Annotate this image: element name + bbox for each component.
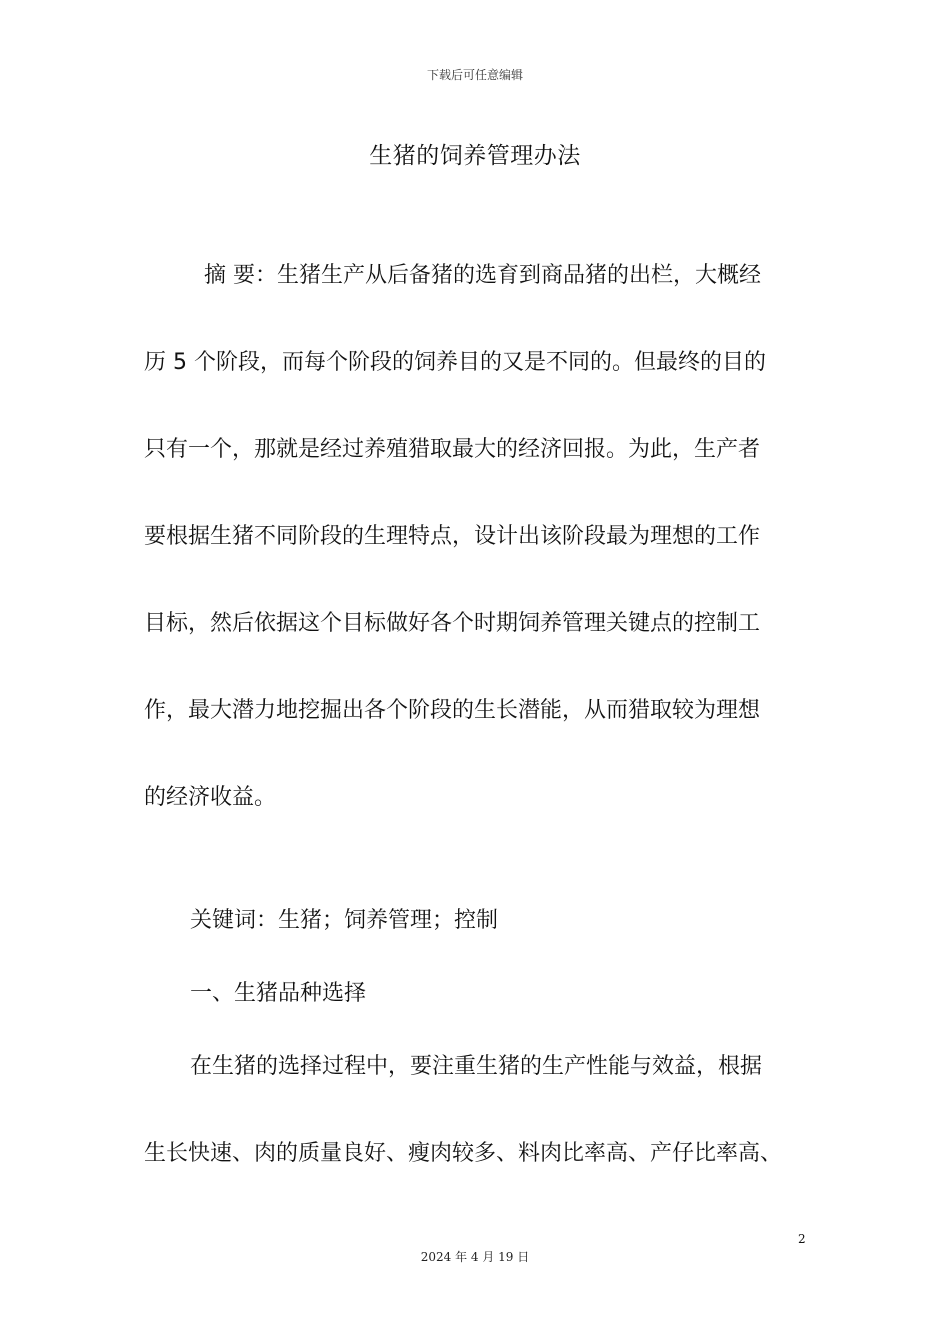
abstract-line: 作，最大潜力地挖掘出各个阶段的生长潜能，从而猎取较为理想 bbox=[144, 698, 761, 723]
abstract-line: 的经济收益。 bbox=[144, 785, 277, 810]
page-number: 2 bbox=[798, 1232, 806, 1246]
abstract-line: 只有一个，那就是经过养殖猎取最大的经济回报。为此，生产者 bbox=[144, 437, 761, 462]
footer-date: 2024 年 4 月 19 日 bbox=[420, 1250, 530, 1264]
abstract-line: 要根据生猪不同阶段的生理特点，设计出该阶段最为理想的工作 bbox=[144, 524, 761, 549]
document-title: 生猪的饲养管理办法 bbox=[369, 143, 581, 169]
page-header: 下载后可任意编辑 bbox=[426, 68, 523, 82]
abstract-line: 目标，然后依据这个目标做好各个时期饲养管理关键点的控制工 bbox=[144, 611, 761, 636]
keywords: 关键词：生猪；饲养管理；控制 bbox=[190, 908, 499, 933]
paragraph-line: 在生猪的选择过程中，要注重生猪的生产性能与效益，根据 bbox=[190, 1054, 763, 1079]
abstract-line: 历 5 个阶段，而每个阶段的饲养目的又是不同的。但最终的目的 bbox=[144, 350, 766, 375]
paragraph-line: 生长快速、肉的质量良好、瘦肉较多、料肉比率高、产仔比率高、 bbox=[144, 1141, 783, 1166]
section-heading: 一、生猪品种选择 bbox=[190, 981, 367, 1006]
abstract-line: 摘 要：生猪生产从后备猪的选育到商品猪的出栏，大概经 bbox=[204, 263, 761, 288]
